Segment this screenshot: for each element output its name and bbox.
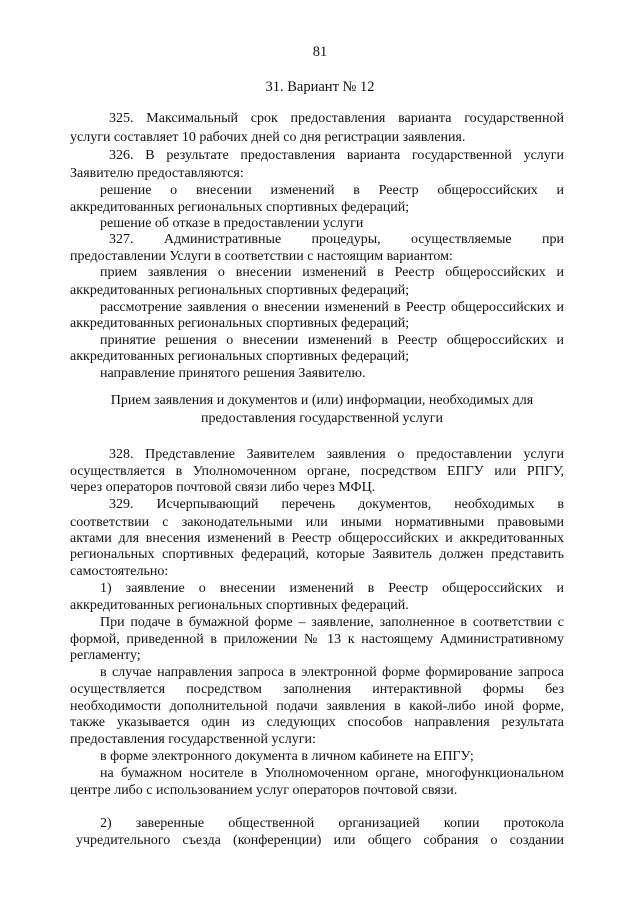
text-line: центре либо с использованием услуг операторов почтовой связи. (70, 783, 458, 798)
text-line: предоставлении Услуги в соответствии с настоящим вариантом: (70, 249, 453, 264)
text-line: на бумажном носителе в Уполномоченном органе, многофункциональном (100, 766, 564, 781)
text-line: в случае направления запроса в электронной форме формирование запроса (100, 665, 564, 680)
text-line: актами для внесения изменений в Реестр общероссийских и аккредитованных (70, 531, 564, 546)
text-line: рассмотрение заявления о внесении изменений в Реестр общероссийских и (100, 300, 564, 315)
text-line: формой, приведенной в приложении № 13 к настоящему Административному (70, 632, 564, 647)
text-line: аккредитованных региональных спортивных федераций; (70, 316, 410, 331)
text-line: предоставления государственной услуги: (70, 732, 316, 747)
text-line: принятие решения о внесении изменений в Реестр общероссийских и (100, 333, 564, 348)
text-line: в форме электронного документа в личном кабинете на ЕПГУ; (100, 749, 474, 764)
text-line: учредительного съезда (конференции) или общего собрания о создании (76, 833, 564, 848)
text-line: аккредитованных региональных спортивных федераций. (70, 598, 409, 613)
text-line: необходимости дополнительной подачи заявления в какой-либо иной форме, (70, 699, 564, 714)
text-line: регламенту; (70, 648, 141, 663)
text-line: осуществляется в Уполномоченном органе, посредством ЕПГУ или РПГУ, (70, 464, 564, 479)
text-line: При подаче в бумажной форме – заявление, заполненное в соответствии с (100, 615, 564, 630)
text-line: 1) заявление о внесении изменений в Реестр общероссийских и (100, 581, 564, 596)
text-line: аккредитованных региональных спортивных федераций; (70, 349, 410, 364)
text-line: через операторов почтовой связи либо через МФЦ. (70, 480, 376, 495)
text-line: направление принятого решения Заявителю. (100, 366, 366, 381)
subsection-heading: Прием заявления и документов и (или) информации, необходимых для предоставления государственной услуги (110, 393, 534, 426)
text-line: 2) заверенные общественной организацией копии протокола (100, 816, 564, 831)
text-line: 326. В результате предоставления варианта государственной услуги (109, 148, 564, 163)
section-title: 31. Вариант № 12 (265, 79, 375, 95)
text-line: аккредитованных региональных спортивных федераций; (70, 283, 410, 298)
text-line: услуги составляет 10 рабочих дней со дня регистрации заявления. (70, 130, 466, 145)
text-line: осуществляется посредством заполнения интерактивной формы без (70, 682, 564, 697)
text-line: 327. Административные процедуры, осуществляемые при (109, 232, 564, 247)
text-line: решение об отказе в предоставлении услуги (100, 216, 364, 231)
text-line: соответствии с законодательными или иными нормативными правовыми (70, 515, 564, 530)
text-line: решение о внесении изменений в Реестр общероссийских и (100, 183, 564, 198)
text-line: также указывается один из следующих способов направления результата (70, 715, 564, 730)
text-line: Заявителю предоставляются: (70, 166, 244, 181)
page-number: 81 (312, 44, 328, 60)
text-line: 329. Исчерпывающий перечень документов, необходимых в (109, 497, 564, 512)
text-line: 328. Представление Заявителем заявления о предоставлении услуги (109, 447, 564, 462)
text-line: самостоятельно: (70, 564, 169, 579)
text-line: аккредитованных региональных спортивных федераций; (70, 200, 410, 215)
text-line: 325. Максимальный срок предоставления варианта государственной (109, 111, 564, 126)
text-line: региональных спортивных федераций, которые Заявитель должен представить (70, 547, 564, 562)
text-line: прием заявления о внесении изменений в Реестр общероссийских и (100, 265, 564, 280)
